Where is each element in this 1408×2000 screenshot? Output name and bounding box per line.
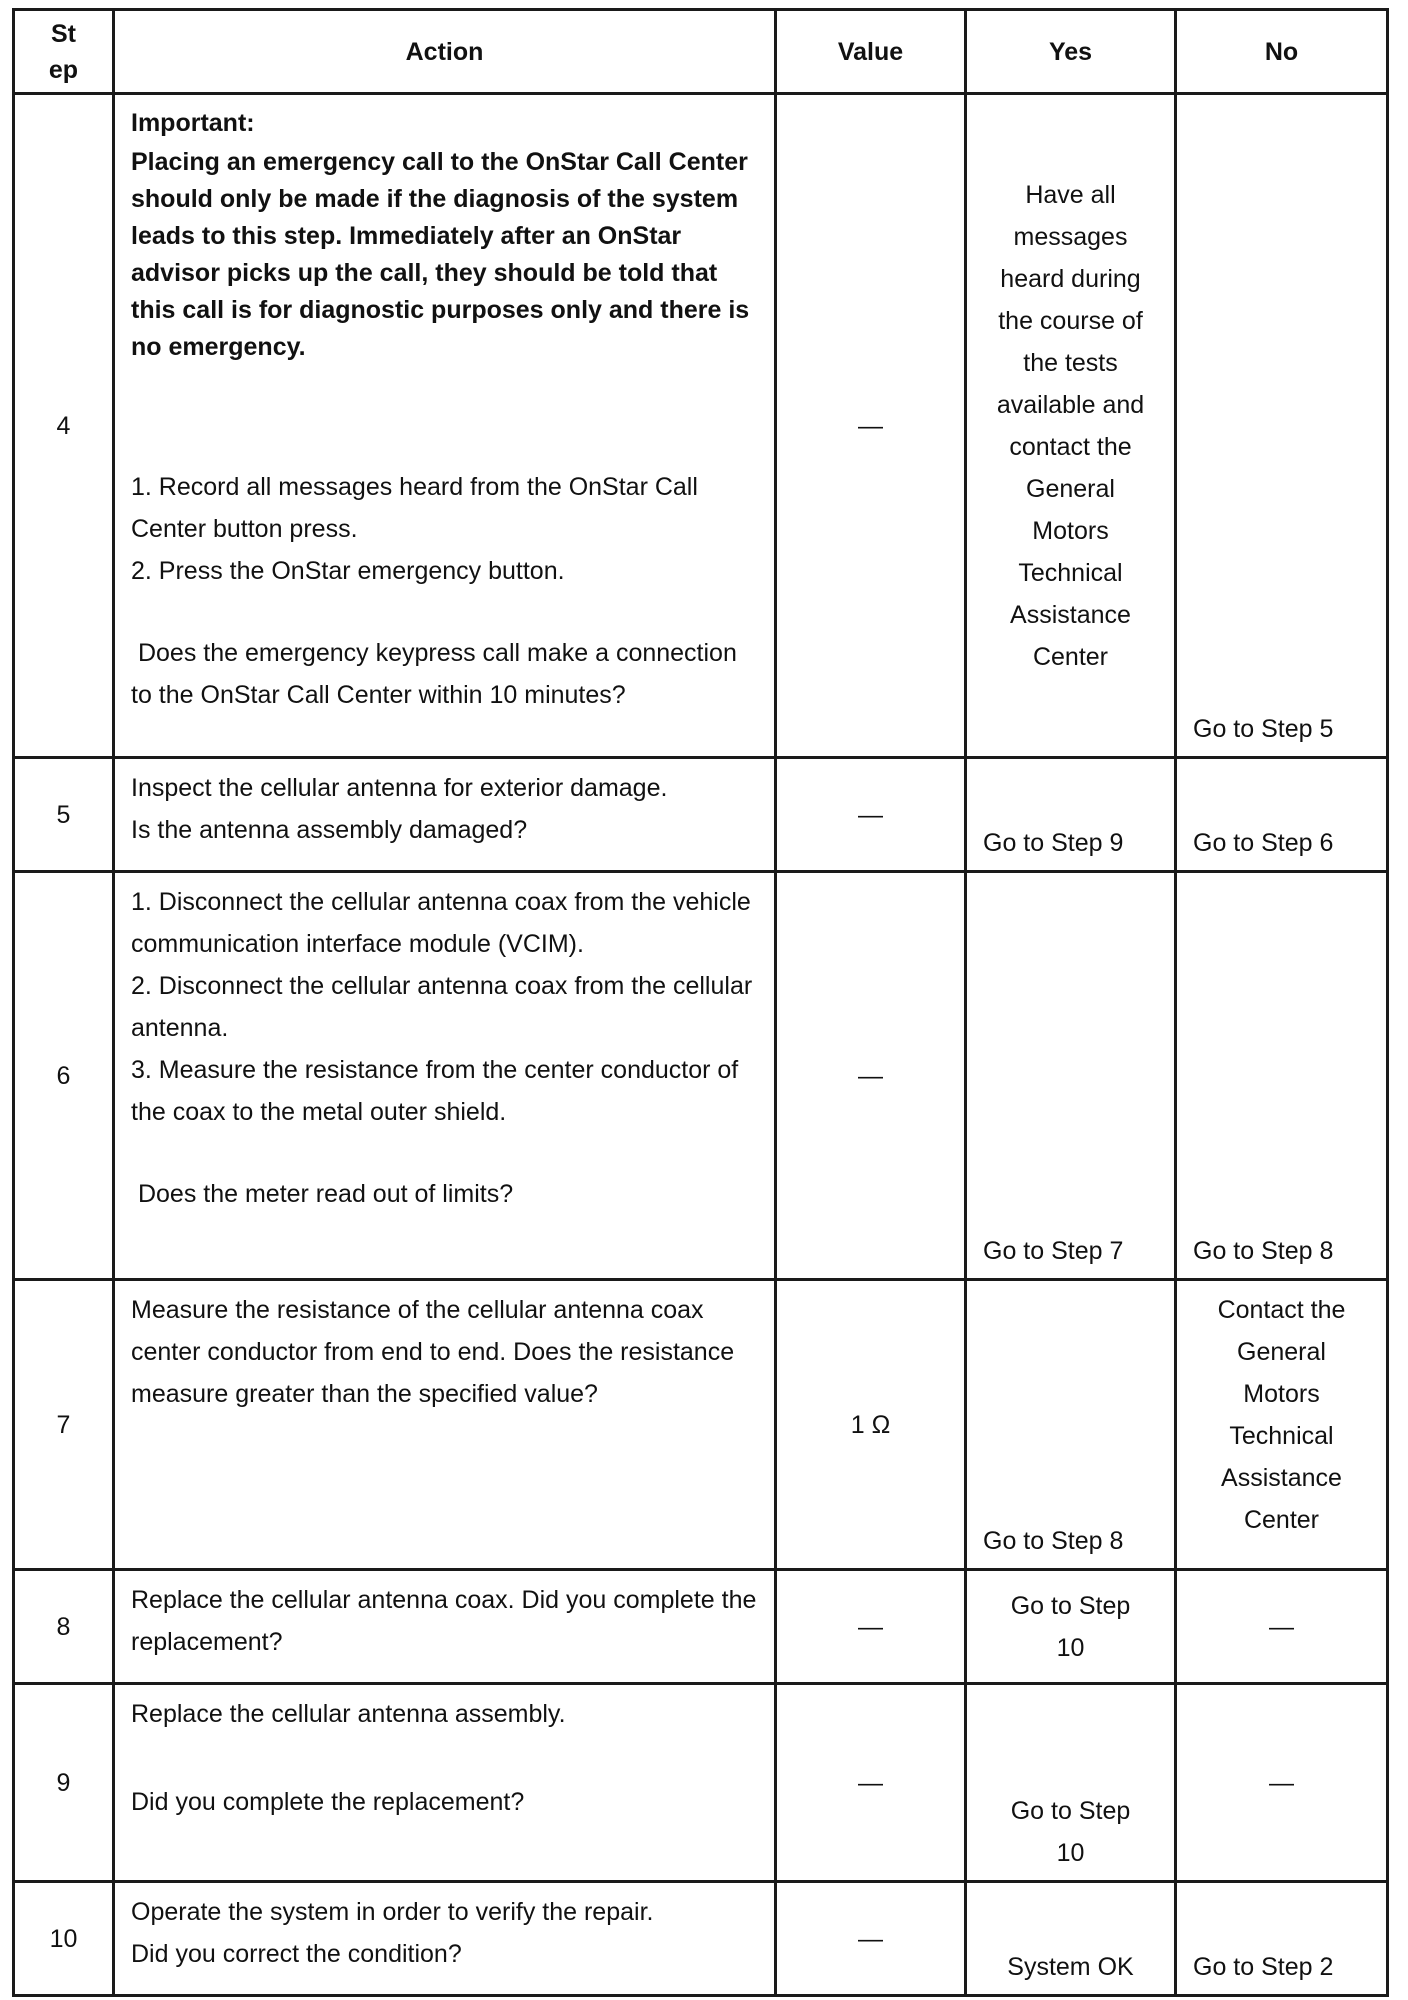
header-action: Action [114,10,776,94]
action-text: Replace the cellular antenna coax. Did you complete the replacement? [131,1586,757,1656]
step-number: 9 [14,1684,114,1882]
header-no: No [1176,10,1388,94]
yes-cell [966,1570,1176,1684]
action-text: Replace the cellular antenna assembly. [131,1700,566,1728]
no-cell: Go to Step 5 [1176,94,1388,758]
table-row-step-9 [14,1684,1388,1882]
step-number: 10 [14,1882,114,1996]
action-text: Measure the resistance of the cellular antenna coax center conductor from end to end. Does the resistance measure greater than the specified value? [131,1296,735,1408]
no-cell: Go to Step 8 [1176,872,1388,1280]
yes-cell: System OK [966,1882,1176,1996]
no-cell: — [1176,1684,1388,1882]
important-title: Important: [131,109,255,137]
action-text: Inspect the cellular antenna for exterior damage. [131,774,668,802]
header-yes: Yes [966,10,1176,94]
no-cell: Go to Step 6 [1176,758,1388,872]
yes-cell: Go to Step 9 [966,758,1176,872]
list-item: 2. Press the OnStar emergency button. [131,557,565,585]
no-cell: — [1176,1570,1388,1684]
yes-cell [966,94,1176,758]
no-cell: Go to Step 2 [1176,1882,1388,1996]
action-cell [114,1280,776,1570]
important-text: Placing an emergency call to the OnStar Call Center should only be made if the diagnosis of the system leads to this step. Immediately after an OnStar advisor picks up the call, they should be told that this call is for diagnostic purposes only and there is no emergency. [131,148,750,361]
value-cell: — [776,1570,966,1684]
action-cell [114,94,776,758]
value-cell: — [776,1882,966,1996]
step-number: 6 [14,872,114,1280]
list-item: 1. Disconnect the cellular antenna coax from the vehicle communication interface module (VCIM). [131,888,751,958]
yes-text: Go to Step 10 [1010,1591,1131,1662]
step-number: 5 [14,758,114,872]
step-number: 7 [14,1280,114,1570]
question-text: Does the meter read out of limits? [131,1180,514,1208]
value-cell: — [776,94,966,758]
value-cell: 1 Ω [776,1280,966,1570]
yes-text: Go to Step 10 [1010,1797,1131,1867]
value-cell: — [776,758,966,872]
action-cell [114,1684,776,1882]
no-cell [1176,1280,1388,1570]
yes-cell: Go to Step 7 [966,872,1176,1280]
table-row-step-6 [14,872,1388,1280]
action-cell [114,872,776,1280]
step-number: 8 [14,1570,114,1684]
value-cell: — [776,1684,966,1882]
action-cell [114,1570,776,1684]
action-cell [114,758,776,872]
yes-cell: Go to Step 8 [966,1280,1176,1570]
yes-text: Have all messages heard during the course of the tests available and contact the General Motors Technical Assistance Center [996,180,1145,671]
header-step: St ep [14,10,114,94]
header-value: Value [776,10,966,94]
table-row-step-4 [14,94,1388,758]
no-text: Contact the General Motors Technical Assistance Center [1217,1296,1346,1534]
question-text: Does the emergency keypress call make a connection to the OnStar Call Center within 10 minutes? [131,639,744,709]
question-text: Did you complete the replacement? [131,1788,525,1816]
table-row-step-5 [14,758,1388,872]
question-text: Did you correct the condition? [131,1940,462,1968]
step-number: 4 [14,94,114,758]
table-row-step-7 [14,1280,1388,1570]
question-text: Is the antenna assembly damaged? [131,816,528,844]
table-row-step-8 [14,1570,1388,1684]
list-item: 3. Measure the resistance from the center conductor of the coax to the metal outer shield. [131,1056,739,1126]
table-row-step-10 [14,1882,1388,1996]
header-row [14,10,1388,94]
action-cell [114,1882,776,1996]
diagnostic-table [12,8,1389,1997]
list-item: 1. Record all messages heard from the OnStar Call Center button press. [131,473,698,543]
yes-cell [966,1684,1176,1882]
value-cell: — [776,872,966,1280]
list-item: 2. Disconnect the cellular antenna coax from the cellular antenna. [131,972,753,1042]
action-text: Operate the system in order to verify the repair. [131,1898,654,1926]
